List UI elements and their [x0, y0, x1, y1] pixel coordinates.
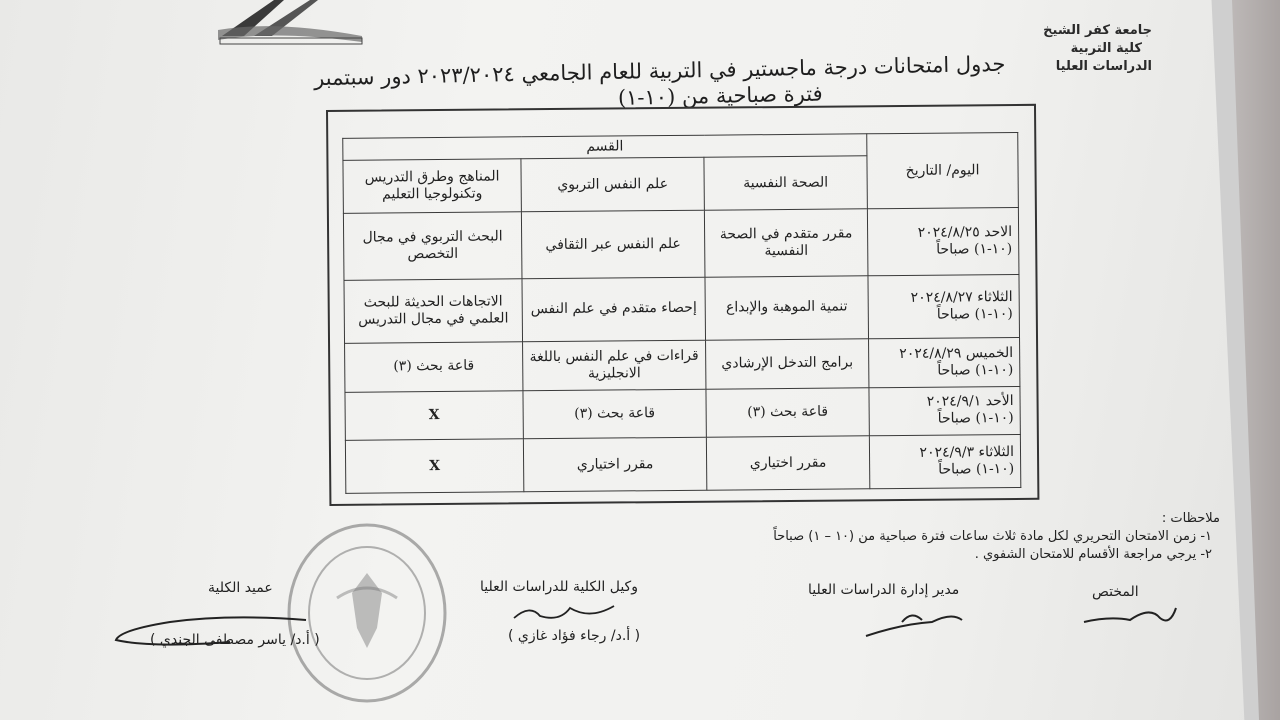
day-date-header: اليوم/ التاريخ [867, 132, 1019, 208]
table-cell: X [345, 390, 523, 440]
table-row [345, 337, 1020, 392]
day-cell: الثلاثاء ٢٠٢٤/٩/٣ (١٠-١) صباحاً [869, 435, 1020, 489]
column-header: علم النفس التربوي [521, 158, 704, 212]
vice-dean-name: ( أ.د/ رجاء فؤاد غازي ) [508, 628, 641, 644]
day-cell: الاحد ٢٠٢٤/٨/٢٥ (١٠-١) صباحاً [867, 208, 1019, 276]
day-cell: الخميس ٢٠٢٤/٨/٢٩ (١٠-١) صباحاً [869, 337, 1020, 387]
title-line-1: جدول امتحانات درجة ماجستير في التربية للعام الجامعي ٢٠٢٣/٢٠٢٤ دور سبتمبر [313, 51, 1006, 91]
column-header: المناهج وطرق التدريس وتكنولوجيا التعليم [343, 159, 521, 213]
table-cell: مقرر متقدم في الصحة النفسية [704, 209, 868, 277]
table-cell: علم النفس عبر الثقافي [521, 210, 705, 279]
table-cell: تنمية الموهبة والإبداع [705, 276, 869, 340]
table-cell: مقرر اختياري [706, 436, 869, 490]
notes-section [520, 510, 1220, 564]
vice-dean-signature [510, 598, 620, 628]
table-cell: قراءات في علم النفس باللغة الانجليزية [523, 340, 706, 390]
department-group-header: القسم [343, 134, 867, 161]
faculty-logo [214, 0, 364, 48]
table-cell: قاعة بحث (٣) [345, 342, 523, 392]
vice-dean-label: وكيل الكلية للدراسات العليا [480, 579, 638, 595]
table-row [343, 208, 1019, 281]
specialist-signature [1080, 596, 1180, 632]
column-header: الصحة النفسية [704, 156, 867, 210]
dean-name: ( أ.د/ ياسر مصطفى الجندي ) [150, 632, 320, 648]
notes-heading: ملاحظات : [1161, 511, 1220, 526]
university-name: جامعة كفر الشيخ [1043, 23, 1152, 38]
dean-signature [110, 602, 310, 652]
table-cell: البحث التربوي في مجال التخصص [343, 212, 522, 280]
specialist-label: المختص [1092, 584, 1139, 600]
table-cell: قاعة بحث (٣) [523, 389, 706, 439]
title-line-2: فترة صباحية من (١٠-١) [617, 81, 823, 110]
exam-schedule-table [342, 132, 1021, 494]
table-row [344, 274, 1020, 343]
table-cell: برامج التدخل الإرشادي [706, 339, 869, 389]
gs-director-label: مدير إدارة الدراسات العليا [808, 582, 960, 598]
day-cell: الأحد ٢٠٢٤/٩/١ (١٠-١) صباحاً [869, 386, 1020, 436]
table-cell: إحصاء متقدم في علم النفس [522, 277, 706, 341]
table-cell: مقرر اختياري [523, 437, 706, 491]
note-item: ١- زمن الامتحان التحريري لكل مادة ثلاث ساعات فترة صباحية من (١٠ – ١) صباحاً [773, 529, 1212, 544]
note-item: ٢- يرجي مراجعة الأقسام للامتحان الشفوي . [974, 547, 1212, 562]
table-cell: الاتجاهات الحديثة للبحث العلمي في مجال التدريس [344, 279, 523, 343]
day-cell: الثلاثاء ٢٠٢٤/٨/٢٧ (١٠-١) صباحاً [868, 274, 1020, 338]
department-name: الدراسات العليا [1055, 59, 1152, 74]
table-cell: X [345, 439, 523, 493]
director-signature [862, 602, 972, 642]
table-row [345, 386, 1020, 441]
table-row [345, 435, 1020, 494]
table-cell: قاعة بحث (٣) [706, 387, 869, 437]
schedule-frame [326, 104, 1039, 506]
dean-label: عميد الكلية [208, 580, 273, 596]
faculty-name: كلية التربية [1070, 41, 1142, 56]
